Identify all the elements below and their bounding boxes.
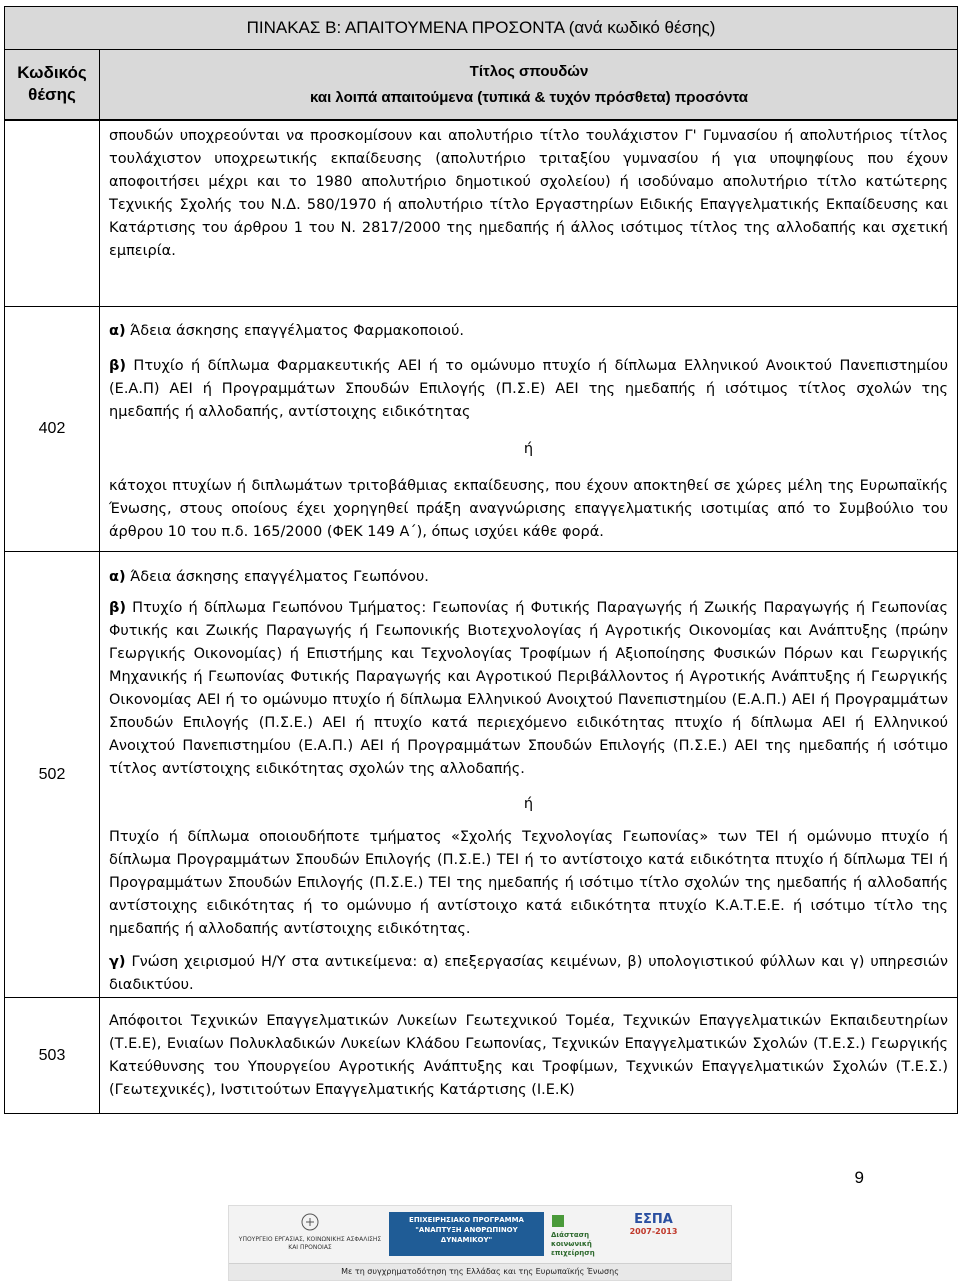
item-g bbox=[109, 951, 948, 997]
item-b-text: Πτυχίο ή δίπλωμα Φαρμακευτικής ΑΕΙ ή το ομώνυμο πτυχίο ή δίπλωμα Ελληνικού Ανοικτού Πανεπιστημίου (Ε.Α.Π) ΑΕΙ ή Προγραμμάτων Σπουδών Επιλογής (Π.Σ.Ε) ΑΕΙ της ημεδαπής ή ισότιμος τίτλος σχολών της ημεδαπής ή αλλοδαπής, αντίστοιχης ειδικότητας bbox=[109, 358, 949, 420]
item-a bbox=[109, 320, 948, 343]
row-code: 502 bbox=[5, 552, 100, 998]
page-number: 9 bbox=[854, 1168, 864, 1187]
espa-years: 2007-2013 bbox=[629, 1227, 678, 1236]
programme-line1: ΕΠΙΧΕΙΡΗΣΙΑΚΟ ΠΡΟΓΡΑΜΜΑ bbox=[409, 1216, 524, 1224]
item-c-text: κάτοχοι πτυχίων ή διπλωμάτων τριτοβάθμιας εκπαίδευσης, που έχουν αποκτηθεί σε χώρες μέλη της Ευρωπαϊκής Ένωσης, στους οποίους έχει χορηγηθεί πράξη αναγνώρισης επαγγελματικής ισοτιμίας από το Συμβούλιο του άρθρου 10 του π.δ. 165/2000 (ΦΕΚ 149 Α΄), όπως ισχύει κάθε φορά. bbox=[109, 478, 948, 540]
row-code: 503 bbox=[5, 998, 100, 1114]
header-title-line2: και λοιπά απαιτούμενα (τυπικά & τυχόν πρόσθετα) προσόντα bbox=[309, 89, 749, 106]
programme-box bbox=[389, 1212, 544, 1256]
header-code-line2: θέσης bbox=[28, 85, 76, 104]
item-b-text: Πτυχίο ή δίπλωμα Γεωπόνου Τμήματος: Γεωπονίας ή Φυτικής Παραγωγής ή Ζωικής Παραγωγής ή Γεωπονίας Φυτικής και Ζωικής Παραγωγής ή Γεωπονικής Βιοτεχνολογίας ή Αγροτικής Οικονομίας και Ανάπτυξης (πρώην Γεωργικής Οικονομίας) ή Επιστήμης και Τεχνολογίας Τροφίμων ή Αξιοποίησης Φυσικών Πόρων και Γεωργικής Μηχανικής ή Γεωπονίας Φυτικής Παραγωγής και Αγροτικού Περιβάλλοντος ή Αγροτικής Ανάπτυξης ή Γεωργικής Οικονομίας ΑΕΙ ή το ομώνυμο πτυχίο ή δίπλωμα Ελληνικού Ανοιχτού Πανεπιστημίου (Ε.Α.Π.) ΑΕΙ ή Προγραμμάτων Σπουδών Επιλογής (Π.Σ.Ε.) ΑΕΙ ή πτυχίο κατά περιεχόμενο ειδικότητας πτυχίο ή δίπλωμα ΑΕΙ ή Ελληνικού Ανοιχτού Πανεπιστημίου (Ε.Α.Π.) ΑΕΙ ή Προγραμμάτων Σπουδών Επιλογής (Π.Σ.Ε.) ΑΕΙ της ημεδαπής ή ισότιμο τίτλος αντίστοιχης ειδικότητας σχολών της αλλοδαπής. bbox=[109, 600, 949, 777]
row-content bbox=[100, 998, 958, 1114]
item-a-label: α) bbox=[109, 323, 126, 339]
item-g-label: γ) bbox=[109, 954, 126, 970]
header-title-column bbox=[101, 50, 957, 119]
diaxeirisi-icon bbox=[551, 1214, 565, 1228]
diaxeirisi-logo bbox=[551, 1214, 621, 1257]
item-b-label: β) bbox=[109, 600, 127, 616]
ministry-logo bbox=[235, 1212, 385, 1252]
table-row bbox=[5, 121, 958, 307]
row-content bbox=[100, 121, 958, 307]
ministry-text: ΥΠΟΥΡΓΕΙΟ ΕΡΓΑΣΙΑΣ, ΚΟΙΝΩΝΙΚΗΣ ΑΣΦΑΛΙΣΗΣ ΚΑΙ ΠΡΟΝΟΙΑΣ bbox=[238, 1236, 382, 1251]
table-header bbox=[4, 50, 958, 120]
espa-label: ΕΣΠΑ bbox=[634, 1212, 673, 1227]
row-content bbox=[100, 307, 958, 552]
page-title: ΠΙΝΑΚΑΣ Β: ΑΠΑΙΤΟΥΜΕΝΑ ΠΡΟΣΟΝΤΑ (ανά κωδικό θέσης) bbox=[4, 6, 958, 50]
table-row bbox=[5, 307, 958, 552]
header-title-line1: Τίτλος σπουδών bbox=[469, 63, 589, 80]
table-row bbox=[5, 552, 958, 998]
greek-emblem-icon bbox=[235, 1212, 385, 1232]
item-g-text: Γνώση χειρισμού Η/Υ στα αντικείμενα: α) επεξεργασίας κειμένων, β) υπολογιστικού φύλλων και γ) υπηρεσιών διαδικτύου. bbox=[109, 954, 949, 993]
cofunding-strip: Με τη συγχρηματοδότηση της Ελλάδας και της Ευρωπαϊκής Ένωσης bbox=[229, 1263, 731, 1280]
header-code-column bbox=[5, 50, 100, 119]
item-a-text: Άδεια άσκησης επαγγέλματος Γεωπόνου. bbox=[130, 569, 429, 585]
item-a bbox=[109, 566, 948, 589]
programme-line2: "ΑΝΑΠΤΥΞΗ ΑΝΘΡΩΠΙΝΟΥ ΔΥΝΑΜΙΚΟΥ" bbox=[415, 1226, 518, 1244]
item-c-text: Πτυχίο ή δίπλωμα οποιουδήποτε τμήματος «Σχολής Τεχνολογίας Γεωπονίας» των ΤΕΙ ή ομώνυμο πτυχίο ή δίπλωμα Προγραμμάτων Σπουδών Επιλογής (Π.Σ.Ε.) ΤΕΙ ή το αντίστοιχο κατά ειδικότητα πτυχίο ή δίπλωμα ΤΕΙ ή Προγραμμάτων Σπουδών Επιλογής (Π.Σ.Ε.) ΤΕΙ της ημεδαπής ή ισότιμο τίτλο σχολών της ημεδαπής ή αλλοδαπής αντίστοιχης ειδικότητας ή το ομώνυμο ή αντίστοιχο κατά ειδικότητα πτυχίο Κ.Α.Τ.Ε.Ε. ή ισότιμο τίτλο της ημεδαπής ή αλλοδαπής αντίστοιχης ειδικότητας. bbox=[109, 829, 948, 937]
diaxeirisi-text: Διάσταση κοινωνική επιχείρηση bbox=[551, 1231, 595, 1257]
item-b bbox=[109, 597, 948, 781]
item-a-label: α) bbox=[109, 569, 126, 585]
row-content bbox=[100, 552, 958, 998]
row-code: 402 bbox=[5, 307, 100, 552]
item-b-label: β) bbox=[109, 358, 127, 374]
header-code-line1: Κωδικός bbox=[17, 63, 87, 82]
or-separator: ή bbox=[523, 796, 534, 812]
espa-logo bbox=[626, 1212, 681, 1258]
row-code bbox=[5, 121, 100, 307]
item-a-text: Άδεια άσκησης επαγγέλματος Φαρμακοποιού. bbox=[130, 323, 464, 339]
qualifications-table bbox=[4, 120, 958, 1114]
row-text: σπουδών υποχρεούνται να προσκομίσουν και απολυτήριο τίτλο τουλάχιστον Γ' Γυμνασίου ή απολυτήριος τίτλος τουλάχιστον υποχρεωτικής εκπαίδευσης (απολυτήριο τριταξίου γυμνασίου ή για υποψηφίους που έχουν αποφοιτήσει μέχρι και το 1980 απολυτήριο δημοτικού σχολείου) ή ισοδύναμο απολυτήριο τίτλο κατώτερης Τεχνικής Σχολής του Ν.Δ. 580/1970 ή απολυτήριο τίτλο Εργαστηρίων Ειδικής Επαγγελματικής Εκπαίδευσης και Κατάρτισης του άρθρου 1 του Ν. 2817/2000 της ημεδαπής ή άλλος ισότιμος τίτλος της αλλοδαπής και σχετική εμπειρία. bbox=[109, 128, 948, 259]
or-separator: ή bbox=[523, 441, 534, 457]
row-text: Απόφοιτοι Τεχνικών Επαγγελματικών Λυκείων Γεωτεχνικού Τομέα, Τεχνικών Επαγγελματικών Εκπαιδευτηρίων (Τ.Ε.Ε), Ενιαίων Πολυκλαδικών Λυκείων Κλάδου Γεωπονίας, Τεχνικών Επαγγελματικών Σχολών (Τ.Ε.Σ.) Γεωργικής Κατεύθυνσης του Υπουργείου Αγροτικής Ανάπτυξης και Τροφίμων, Τεχνικών Επαγγελματικών Σχολών (Τ.Ε.Σ.) (Γεωτεχνικές), Ινστιτούτων Επαγγελματικής Κατάρτισης (Ι.Ε.Κ) bbox=[109, 1013, 948, 1098]
table-row bbox=[5, 998, 958, 1114]
footer-banner bbox=[228, 1205, 732, 1281]
item-b bbox=[109, 355, 948, 424]
